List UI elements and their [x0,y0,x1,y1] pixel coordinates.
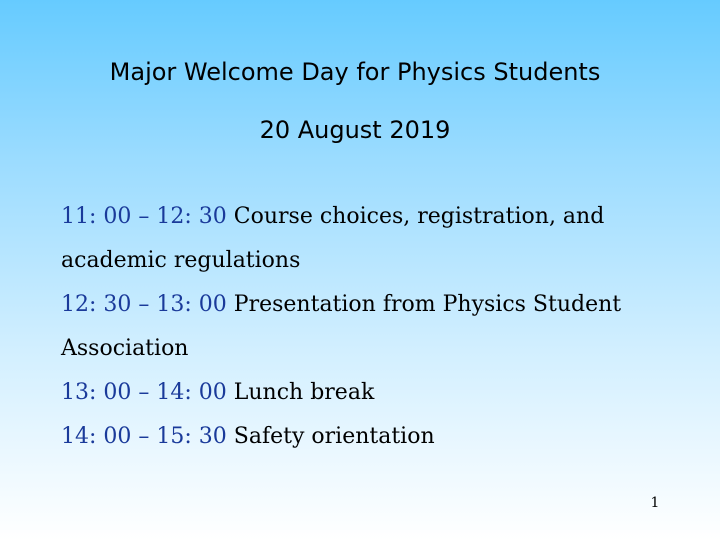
schedule-activity: Lunch break [233,380,375,405]
schedule-list [61,195,691,459]
schedule-time: 12: 30 – 13: 00 [61,292,227,317]
schedule-item [61,371,691,415]
slide-title: Major Welcome Day for Physics Students [109,58,601,86]
schedule-item [61,195,691,283]
schedule-time: 13: 00 – 14: 00 [61,380,227,405]
slide-number: 1 [650,495,660,511]
schedule-activity: Course choices, registration, and academic regulations [61,204,605,273]
schedule-time: 14: 00 – 15: 30 [61,424,227,449]
schedule-item [61,415,691,459]
schedule-time: 11: 00 – 12: 30 [61,204,227,229]
schedule-item [61,283,691,371]
schedule-activity: Presentation from Physics Student Association [61,292,622,361]
event-date: 20 August 2019 [259,116,451,144]
schedule-activity: Safety orientation [233,424,435,449]
